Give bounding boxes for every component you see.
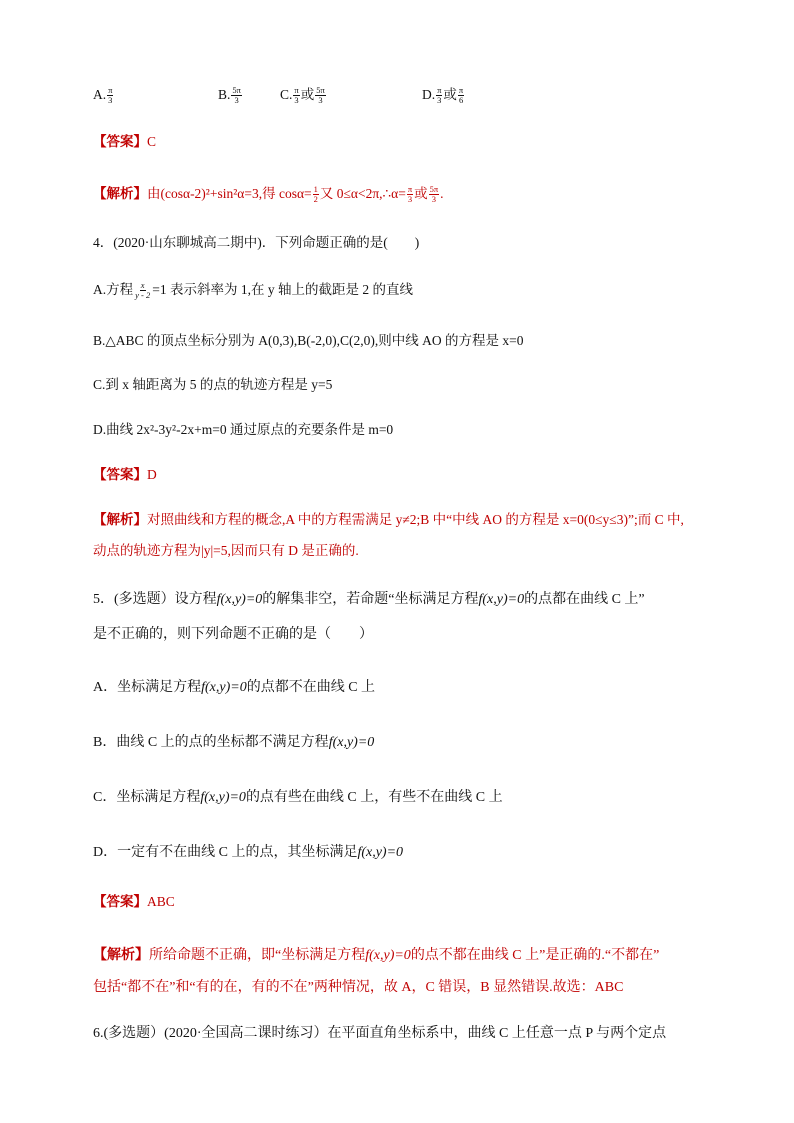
q5-analysis-line2: 包括“都不在”和“有的在，有的不在”两种情况，故 A，C 错误，B 显然错误.故选：ABC bbox=[93, 980, 624, 995]
frac-num: π bbox=[294, 85, 299, 96]
fraction bbox=[458, 86, 464, 105]
answer-value: ABC bbox=[147, 894, 175, 909]
q3-analysis bbox=[93, 184, 734, 206]
q4-answer bbox=[93, 465, 734, 485]
q4-analysis-line1 bbox=[93, 510, 734, 530]
option-text: 的点都不在曲线 C 上 bbox=[246, 680, 376, 695]
q4-option-b: B.△ABC 的顶点坐标分别为 A(0,3),B(-2,0),C(2,0),则中线 AO 的方程是 x=0 bbox=[93, 333, 524, 348]
frac-den: 3 bbox=[318, 95, 323, 106]
frac-den: 3 bbox=[294, 95, 299, 106]
option-text: 的点有些在曲线 C 上，有些不在曲线 C 上 bbox=[245, 790, 503, 805]
frac-num: 5π bbox=[232, 85, 241, 96]
option-text: D．一定有不在曲线 C 上的点，其坐标满足 bbox=[93, 845, 358, 860]
analysis-text: 所给命题不正确，即“坐标满足方程 bbox=[149, 948, 366, 963]
frac-den: y - 2 bbox=[135, 290, 151, 301]
analysis-label: 【解析】 bbox=[93, 946, 149, 962]
fraction bbox=[107, 86, 113, 105]
frac-num: x bbox=[140, 280, 145, 291]
or-word: 或 bbox=[443, 87, 457, 102]
option-text: A．坐标满足方程 bbox=[93, 680, 202, 695]
equation: f(x,y)=0 bbox=[200, 790, 246, 805]
fraction bbox=[313, 185, 319, 204]
option-letter: D. bbox=[422, 87, 436, 102]
frac-den: 6 bbox=[458, 95, 464, 106]
q5-option-c bbox=[93, 788, 734, 808]
q5-option-d bbox=[93, 843, 734, 863]
or-word: 或 bbox=[300, 87, 315, 102]
q5-stem-line1 bbox=[93, 590, 734, 610]
option-letter: B. bbox=[218, 87, 231, 102]
equation: f(x,y)=0 bbox=[357, 845, 404, 860]
frac-den: 3 bbox=[108, 95, 113, 106]
frac-den: 3 bbox=[234, 95, 239, 106]
q5-option-a bbox=[93, 678, 734, 698]
q5-option-b bbox=[93, 733, 734, 753]
answer-label: 【答案】 bbox=[93, 894, 147, 909]
stem-text: 的点都在曲线 C 上” bbox=[524, 592, 645, 607]
frac-den: 2 bbox=[313, 194, 318, 205]
equation: f(x,y)=0 bbox=[328, 735, 375, 750]
q3-options-row bbox=[93, 85, 734, 107]
analysis-label: 【解析】 bbox=[93, 186, 147, 201]
stem-text: 的解集非空，若命题“坐标满足方程 bbox=[262, 592, 479, 607]
frac-den: 3 bbox=[431, 194, 437, 205]
q4-option-c: C.到 x 轴距离为 5 的点的轨迹方程是 y=5 bbox=[93, 377, 333, 392]
option-text: =1 表示斜率为 1,在 y 轴上的截距是 2 的直线 bbox=[152, 282, 413, 297]
q3-option-b bbox=[218, 85, 243, 105]
option-text: A.方程 bbox=[93, 282, 134, 297]
fraction bbox=[315, 86, 326, 105]
frac-den: 3 bbox=[407, 194, 413, 205]
answer-value: C bbox=[147, 134, 157, 149]
fraction bbox=[134, 281, 151, 300]
fraction bbox=[407, 185, 413, 204]
q5-stem-line2: 是不正确的，则下列命题不正确的是（ ） bbox=[93, 627, 373, 642]
option-text: B．曲线 C 上的点的坐标都不满足方程 bbox=[93, 735, 329, 750]
q3-option-d bbox=[422, 85, 465, 105]
answer-label: 【答案】 bbox=[93, 467, 147, 482]
answer-value: D bbox=[147, 467, 157, 482]
option-text: C．坐标满足方程 bbox=[93, 790, 201, 805]
q6-stem: 6.(多选题）(2020·全国高二课时练习）在平面直角坐标系中，曲线 C 上任意一点 P 与两个定点 bbox=[93, 1026, 667, 1041]
q3-answer bbox=[93, 132, 734, 152]
frac-num: π bbox=[108, 85, 113, 96]
frac-num: π bbox=[407, 184, 413, 195]
analysis-text: 的点不都在曲线 C 上”是正确的.“不都在” bbox=[410, 948, 660, 963]
option-letter: A. bbox=[93, 87, 107, 102]
q4-stem: 4．(2020·山东聊城高二期中)．下列命题正确的是( ) bbox=[93, 235, 420, 250]
analysis-text: 又 0≤α<2π,∴α= bbox=[319, 186, 406, 201]
q4-option-d: D.曲线 2x²-3y²-2x+m=0 通过原点的充要条件是 m=0 bbox=[93, 422, 394, 437]
answer-label: 【答案】 bbox=[93, 134, 147, 149]
analysis-text: . bbox=[440, 186, 444, 201]
equation: f(x,y)=0 bbox=[365, 948, 411, 963]
equation: f(x,y)=0 bbox=[478, 592, 525, 607]
q4-option-a bbox=[93, 280, 734, 302]
analysis-label: 【解析】 bbox=[93, 512, 147, 527]
stem-text: 5．(多选题）设方程 bbox=[93, 592, 217, 607]
analysis-text: 对照曲线和方程的概念,A 中的方程需满足 y≠2;B 中“中线 AO 的方程是 x=0(0≤y≤3)”;而 C 中, bbox=[147, 512, 684, 527]
frac-num: π bbox=[458, 85, 464, 96]
equation: f(x,y)=0 bbox=[216, 592, 263, 607]
fraction bbox=[231, 86, 242, 105]
q5-analysis-line1 bbox=[93, 944, 734, 966]
q4-analysis-line2: 动点的轨迹方程为|y|=5,因而只有 D 是正确的. bbox=[93, 543, 359, 558]
fraction bbox=[436, 86, 442, 105]
fraction bbox=[429, 185, 440, 204]
fraction bbox=[293, 86, 299, 105]
frac-den: 3 bbox=[437, 95, 442, 106]
q3-option-a bbox=[93, 85, 114, 105]
frac-num: 5π bbox=[429, 184, 439, 195]
equation: f(x,y)=0 bbox=[201, 680, 247, 695]
analysis-text: 由(cosα-2)²+sin²α=3,得 cosα= bbox=[147, 186, 312, 201]
frac-num: 1 bbox=[313, 184, 318, 195]
frac-num: 5π bbox=[316, 85, 325, 96]
or-word: 或 bbox=[414, 186, 428, 201]
q5-answer bbox=[93, 892, 734, 912]
option-letter: C. bbox=[280, 87, 293, 102]
q3-option-c bbox=[280, 85, 327, 105]
frac-num: π bbox=[437, 85, 442, 96]
